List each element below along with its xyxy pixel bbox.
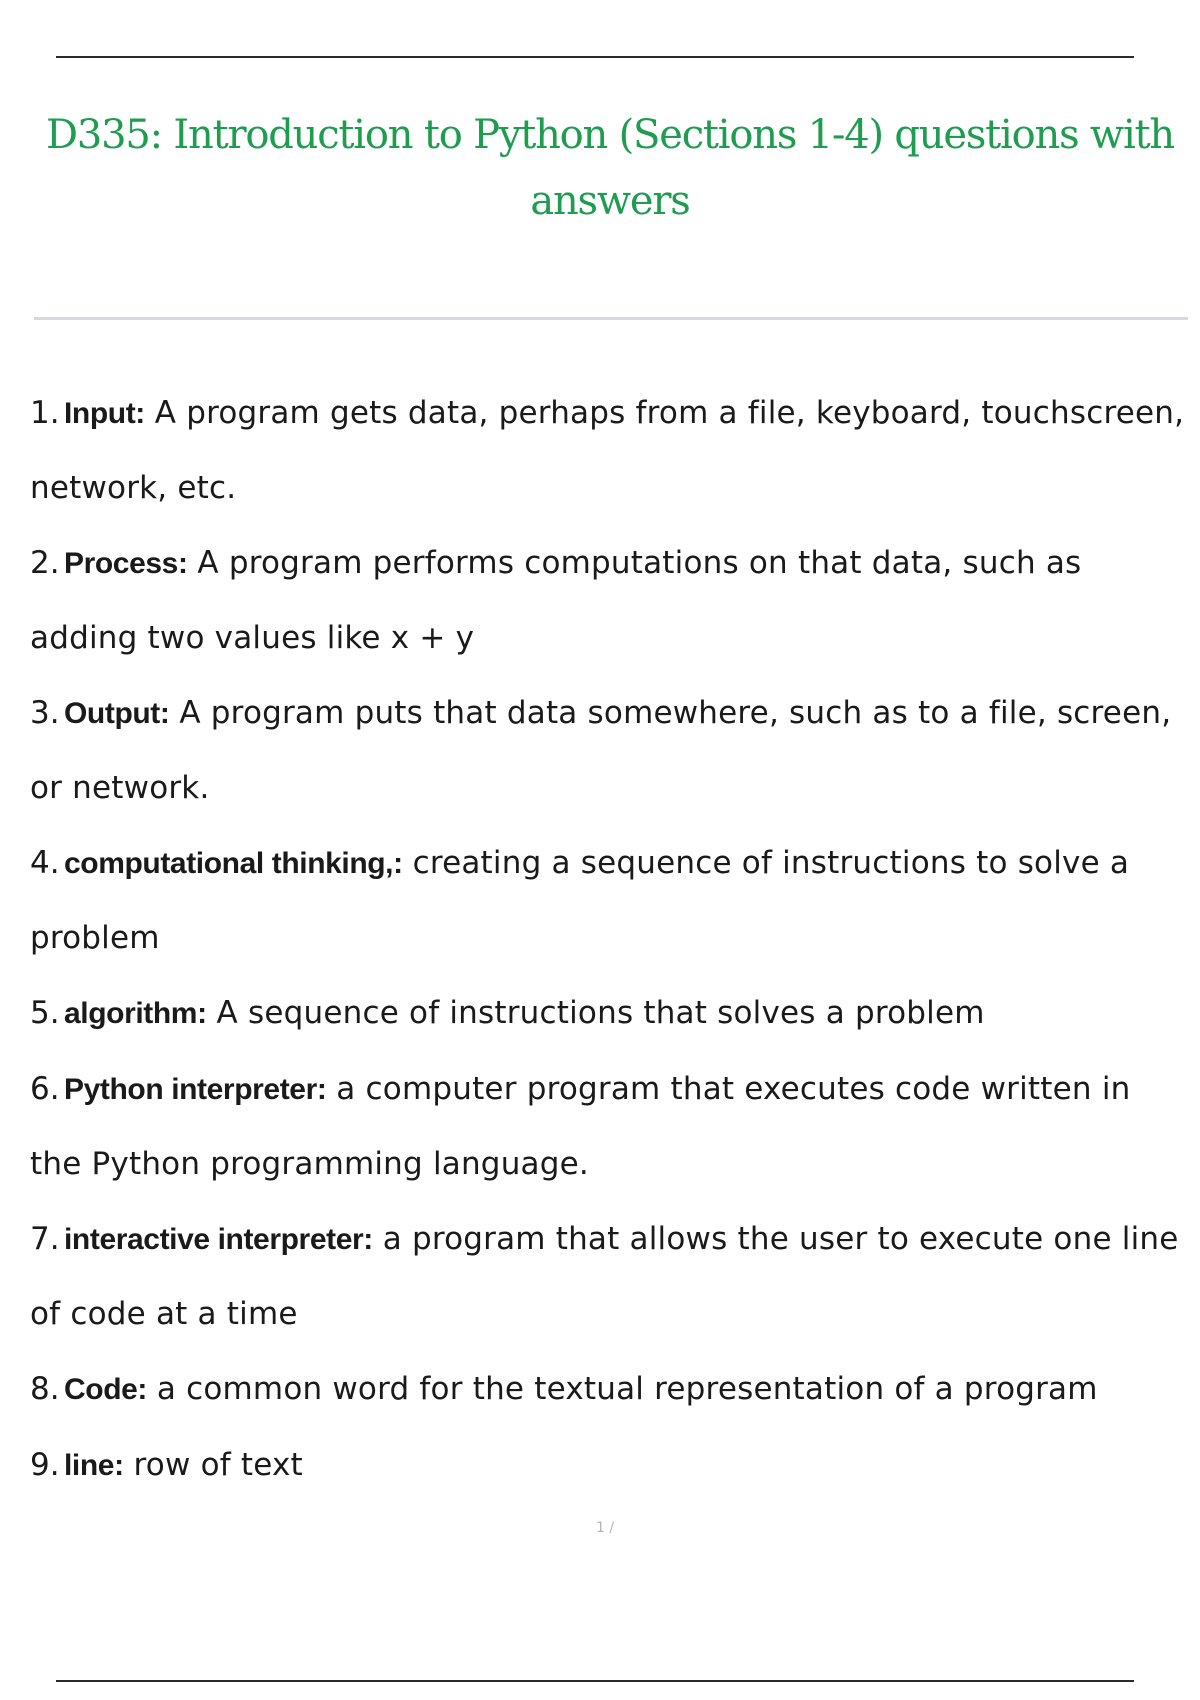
list-item xyxy=(30,1202,1190,1351)
item-term: Output: xyxy=(64,697,170,730)
list-item xyxy=(30,376,1190,525)
list-item xyxy=(30,976,1190,1051)
item-number: 4. xyxy=(30,845,60,881)
list-item xyxy=(30,526,1190,675)
bottom-divider xyxy=(56,1680,1134,1682)
item-term: line: xyxy=(64,1449,124,1482)
item-definition: A sequence of instructions that solves a problem xyxy=(216,995,985,1031)
item-term: Input: xyxy=(64,397,145,430)
item-number: 7. xyxy=(30,1221,60,1257)
item-definition: A program gets data, perhaps from a file, keyboard, touchscreen, network, etc. xyxy=(30,395,1185,506)
list-item xyxy=(30,676,1190,825)
item-definition: A program puts that data somewhere, such as to a file, screen, or network. xyxy=(30,695,1172,806)
list-item xyxy=(30,1352,1190,1427)
page-number: 1 / xyxy=(596,1520,615,1536)
item-term: Code: xyxy=(64,1373,147,1406)
item-term: algorithm: xyxy=(64,997,207,1030)
item-number: 3. xyxy=(30,695,60,731)
item-number: 8. xyxy=(30,1371,60,1407)
item-term: Python interpreter: xyxy=(64,1073,327,1106)
item-number: 1. xyxy=(30,395,60,431)
item-term: interactive interpreter: xyxy=(64,1223,373,1256)
item-number: 6. xyxy=(30,1071,60,1107)
item-number: 2. xyxy=(30,545,60,581)
document-title: D335: Introduction to Python (Sections 1-4) questions with answers xyxy=(46,112,1174,224)
item-definition: a program that allows the user to execute one line of code at a time xyxy=(30,1221,1179,1332)
item-term: computational thinking,: xyxy=(64,847,403,880)
item-definition: creating a sequence of instructions to solve a problem xyxy=(30,845,1130,956)
item-definition: a computer program that executes code written in the Python programming language. xyxy=(30,1071,1131,1182)
list-item xyxy=(30,1052,1190,1201)
item-number: 5. xyxy=(30,995,60,1031)
list-item xyxy=(30,826,1190,975)
top-divider xyxy=(56,56,1134,58)
item-definition: row of text xyxy=(133,1447,303,1483)
item-definition: a common word for the textual representation of a program xyxy=(156,1371,1098,1407)
item-definition: A program performs computations on that data, such as adding two values like x + y xyxy=(30,545,1082,656)
title-divider xyxy=(34,317,1188,320)
list-item xyxy=(30,1428,1190,1503)
item-term: Process: xyxy=(64,547,188,580)
item-number: 9. xyxy=(30,1447,60,1483)
